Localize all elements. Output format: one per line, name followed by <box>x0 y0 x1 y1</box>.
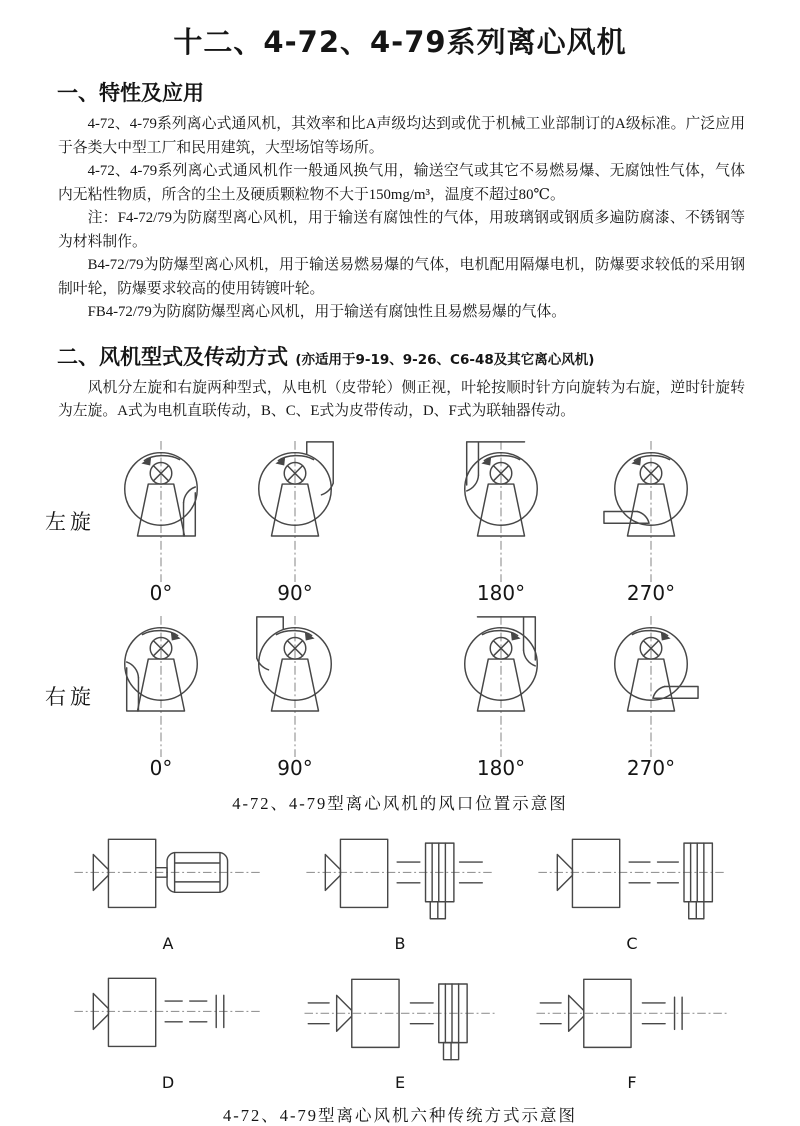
drive-label: F <box>627 1072 637 1092</box>
section2-heading-text: 二、风机型式及传动方式 <box>57 344 288 369</box>
fan-angle-label: 90° <box>277 580 313 605</box>
fan-volute-left-90-icon <box>236 438 354 585</box>
fan-diagram-left-90deg <box>234 438 356 605</box>
fan-angle-label: 270° <box>626 755 676 780</box>
fan-volute-right-0-icon <box>102 613 220 760</box>
drive-coupling-f-icon <box>526 967 738 1071</box>
drive-coupling-d-icon <box>62 967 274 1071</box>
drive-diagram-F <box>519 967 745 1092</box>
paragraph: 风机分左旋和右旋两种型式，从电机（皮带轮）侧正视，叶轮按顺时针方向旋转为右旋，逆时针旋转为左旋。A式为电机直联传动，B、C、E式为皮带传动，D、F式为联轴器传动。 <box>58 379 745 419</box>
section1-body <box>58 113 745 325</box>
transmission-row-2 <box>55 967 745 1092</box>
drive-belt-c-icon <box>526 828 738 932</box>
paragraph: B4-72/79为防爆型离心风机，用于输送易燃易爆的气体，电机配用隔爆电机，防爆要求较低的采用钢制叶轮，防爆要求较高的使用铸镀叶轮。 <box>58 257 745 297</box>
fan-volute-right-180-icon <box>442 613 560 760</box>
fan-angle-label: 180° <box>476 580 526 605</box>
drive-belt-e-icon <box>294 967 506 1071</box>
paragraph: FB4-72/79为防腐防爆型离心风机，用于输送有腐蚀性且易燃易爆的气体。 <box>87 304 567 320</box>
fan-figure-caption: 4-72、4-79型离心风机的风口位置示意图 <box>232 793 568 813</box>
fan-diagram-right-90deg <box>234 613 356 780</box>
fan-diagram-right-270deg <box>590 613 712 780</box>
fan-angle-label: 180° <box>476 755 526 780</box>
fan-angle-label: 270° <box>626 580 676 605</box>
fan-volute-left-0-icon <box>102 438 220 585</box>
paragraph: 4-72、4-79系列离心式通风机，其效率和比A声级均达到或优于机械工业部制订的A级标准。广泛应用于各类大中型工厂和民用建筑，大型场馆等场所。 <box>58 116 745 156</box>
transmission-figure <box>55 828 745 1126</box>
page-title: 十二、4-72、4-79系列离心风机 <box>173 25 627 59</box>
drive-direct-motor-icon <box>62 828 274 932</box>
fan-angle-label: 0° <box>149 580 173 605</box>
fan-diagram-left-270deg <box>590 438 712 605</box>
drive-diagram-E <box>287 967 513 1092</box>
section2-heading-note: (亦适用于9-19、9-26、C6-48及其它离心风机) <box>295 351 595 368</box>
drive-diagram-A <box>55 828 281 953</box>
fan-volute-right-90-icon <box>236 613 354 760</box>
fan-diagram-right-180deg <box>440 613 562 780</box>
fan-volute-left-180-icon <box>442 438 560 585</box>
drive-label: A <box>162 933 174 953</box>
drive-label: C <box>626 933 638 953</box>
fan-diagram-left-180deg <box>440 438 562 605</box>
transmission-row-1 <box>55 828 745 953</box>
document-page <box>0 20 800 1125</box>
left-rotation-label: 左旋 <box>45 510 95 534</box>
fan-diagram-right-0deg <box>100 613 222 780</box>
right-rotation-label: 右旋 <box>45 685 95 709</box>
fan-volute-left-270-icon <box>592 438 710 585</box>
drive-diagram-D <box>55 967 281 1092</box>
drive-belt-b-icon <box>294 828 506 932</box>
drive-label: B <box>394 933 406 953</box>
section1-heading: 一、特性及应用 <box>57 81 204 105</box>
fan-orientation-figure <box>0 438 800 814</box>
fan-volute-right-270-icon <box>592 613 710 760</box>
section2-body <box>58 377 745 424</box>
transmission-figure-caption: 4-72、4-79型离心风机六种传统方式示意图 <box>223 1105 577 1125</box>
paragraph: 4-72、4-79系列离心式通风机作一般通风换气用，输送空气或其它不易燃易爆、无腐蚀性气体，气体内无粘性物质，所含的尘土及硬质颗粒物不大于150mg/m³，温度不超过80℃。 <box>58 163 745 203</box>
drive-label: E <box>394 1072 406 1092</box>
paragraph: 注：F4-72/79为防腐型离心风机，用于输送有腐蚀性的气体，用玻璃钢或钢质多遍防腐漆、不锈钢等为材料制作。 <box>58 210 745 250</box>
drive-diagram-C <box>519 828 745 953</box>
right-rotation-row <box>40 613 800 780</box>
fan-angle-label: 90° <box>277 755 313 780</box>
left-rotation-row <box>40 438 800 605</box>
drive-label: D <box>161 1072 175 1092</box>
drive-diagram-B <box>287 828 513 953</box>
fan-diagram-left-0deg <box>100 438 222 605</box>
section2-heading <box>57 341 800 371</box>
fan-angle-label: 0° <box>149 755 173 780</box>
